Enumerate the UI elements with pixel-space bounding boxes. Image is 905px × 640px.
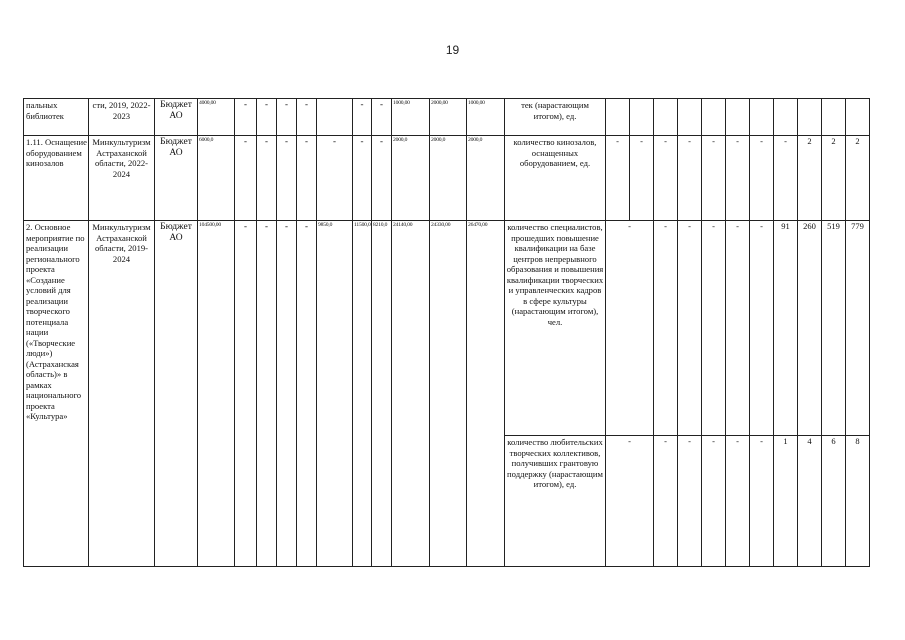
indicator-value — [630, 99, 654, 136]
indicator-value — [726, 99, 750, 136]
year-value: - — [277, 136, 297, 221]
year-value: - — [257, 136, 277, 221]
indicator-value — [798, 99, 822, 136]
indicator-value: - — [678, 136, 702, 221]
year-value: 8210,0 — [372, 221, 392, 567]
year-value: - — [353, 136, 372, 221]
table-row — [24, 99, 870, 136]
year-value: 2000,0 — [467, 136, 505, 221]
funding-source: Бюджет АО — [155, 221, 198, 567]
indicator-value: - — [702, 436, 726, 567]
indicator-value: 2 — [798, 136, 822, 221]
year-value: 2000,0 — [430, 136, 467, 221]
indicator-value — [846, 99, 870, 136]
indicator-value: 779 — [846, 221, 870, 436]
year-value: 24330,00 — [430, 221, 467, 567]
funding-source: Бюджет АО — [155, 99, 198, 136]
indicator-value: - — [750, 436, 774, 567]
indicator-value: - — [726, 136, 750, 221]
funding-source: Бюджет АО — [155, 136, 198, 221]
indicator-value: 2 — [846, 136, 870, 221]
indicator-value: 1 — [774, 436, 798, 567]
indicator-value: - — [750, 136, 774, 221]
indicator-value — [702, 99, 726, 136]
page-number: 19 — [445, 43, 460, 57]
indicator-value: 8 — [846, 436, 870, 567]
year-value: - — [277, 221, 297, 567]
year-value: 2000,0 — [392, 136, 430, 221]
year-value — [317, 99, 353, 136]
indicator-value: 260 — [798, 221, 822, 436]
indicator-value: 519 — [822, 221, 846, 436]
indicator-value: - — [726, 436, 750, 567]
indicator-value — [774, 99, 798, 136]
year-value: - — [297, 221, 317, 567]
year-value: - — [372, 136, 392, 221]
indicator-value: - — [654, 436, 678, 567]
indicator-value: - — [630, 136, 654, 221]
indicator-value: - — [606, 436, 654, 567]
indicator-value — [822, 99, 846, 136]
indicator-name: количество любительских творческих коллективов, получивших грантовую поддержку (нарастающим итогом), ед. — [505, 436, 606, 567]
table-row — [24, 136, 870, 221]
measure-name: 1.11. Оснащение оборудованием кинозалов — [24, 136, 89, 221]
year-value: - — [257, 99, 277, 136]
indicator-value — [678, 99, 702, 136]
year-value: 26470,00 — [467, 221, 505, 567]
indicator-value: 91 — [774, 221, 798, 436]
indicator-value: - — [774, 136, 798, 221]
indicator-value: - — [654, 221, 678, 436]
indicator-value: - — [750, 221, 774, 436]
year-value: - — [257, 221, 277, 567]
indicator-name: количество специалистов, прошедших повышение квалификации на базе центров непрерывного образования и повышения квалификации творческих и управленческих кадров в сфере культуры (нарастающим итогом), чел. — [505, 221, 606, 436]
responsible-executor: Минкультуризм Астраханской области, 2022-2024 — [89, 136, 155, 221]
total-funding: 104500,00 — [198, 221, 235, 567]
indicator-value — [606, 99, 630, 136]
year-value: - — [372, 99, 392, 136]
indicator-name: тек (нарастающим итогом), ед. — [505, 99, 606, 136]
indicator-value: - — [678, 221, 702, 436]
indicator-name: количество кинозалов, оснащенных оборудованием, ед. — [505, 136, 606, 221]
year-value: - — [277, 99, 297, 136]
year-value: - — [297, 136, 317, 221]
indicator-value: - — [702, 136, 726, 221]
year-value: - — [353, 99, 372, 136]
year-value: 1000,00 — [467, 99, 505, 136]
indicator-value: - — [702, 221, 726, 436]
indicator-value — [750, 99, 774, 136]
measure-name: пальных библиотек — [24, 99, 89, 136]
year-value: 11500,0 — [353, 221, 372, 567]
table-row — [24, 221, 870, 436]
year-value: - — [235, 136, 257, 221]
measures-table — [23, 98, 870, 567]
indicator-value: 6 — [822, 436, 846, 567]
year-value: 24140,00 — [392, 221, 430, 567]
measure-name: 2. Основное мероприятие по реализации регионального проекта «Создание условий для реализации творческого потенциала нации («Творческие люди») (Астраханская область)» в рамках национального проекта «Культура» — [24, 221, 89, 567]
indicator-value: - — [654, 136, 678, 221]
responsible-executor: Минкультуризм Астраханской области, 2019-2024 — [89, 221, 155, 567]
indicator-value: - — [606, 221, 654, 436]
year-value: - — [235, 99, 257, 136]
year-value: 9850,0 — [317, 221, 353, 567]
total-funding: 6000,0 — [198, 136, 235, 221]
total-funding: 4000,00 — [198, 99, 235, 136]
year-value: - — [297, 99, 317, 136]
year-value: - — [317, 136, 353, 221]
year-value: 1000,00 — [392, 99, 430, 136]
indicator-value: 2 — [822, 136, 846, 221]
year-value: - — [235, 221, 257, 567]
indicator-value: - — [606, 136, 630, 221]
responsible-executor: сти, 2019, 2022-2023 — [89, 99, 155, 136]
indicator-value: - — [678, 436, 702, 567]
indicator-value: - — [726, 221, 750, 436]
year-value: 2000,00 — [430, 99, 467, 136]
indicator-value: 4 — [798, 436, 822, 567]
indicator-value — [654, 99, 678, 136]
